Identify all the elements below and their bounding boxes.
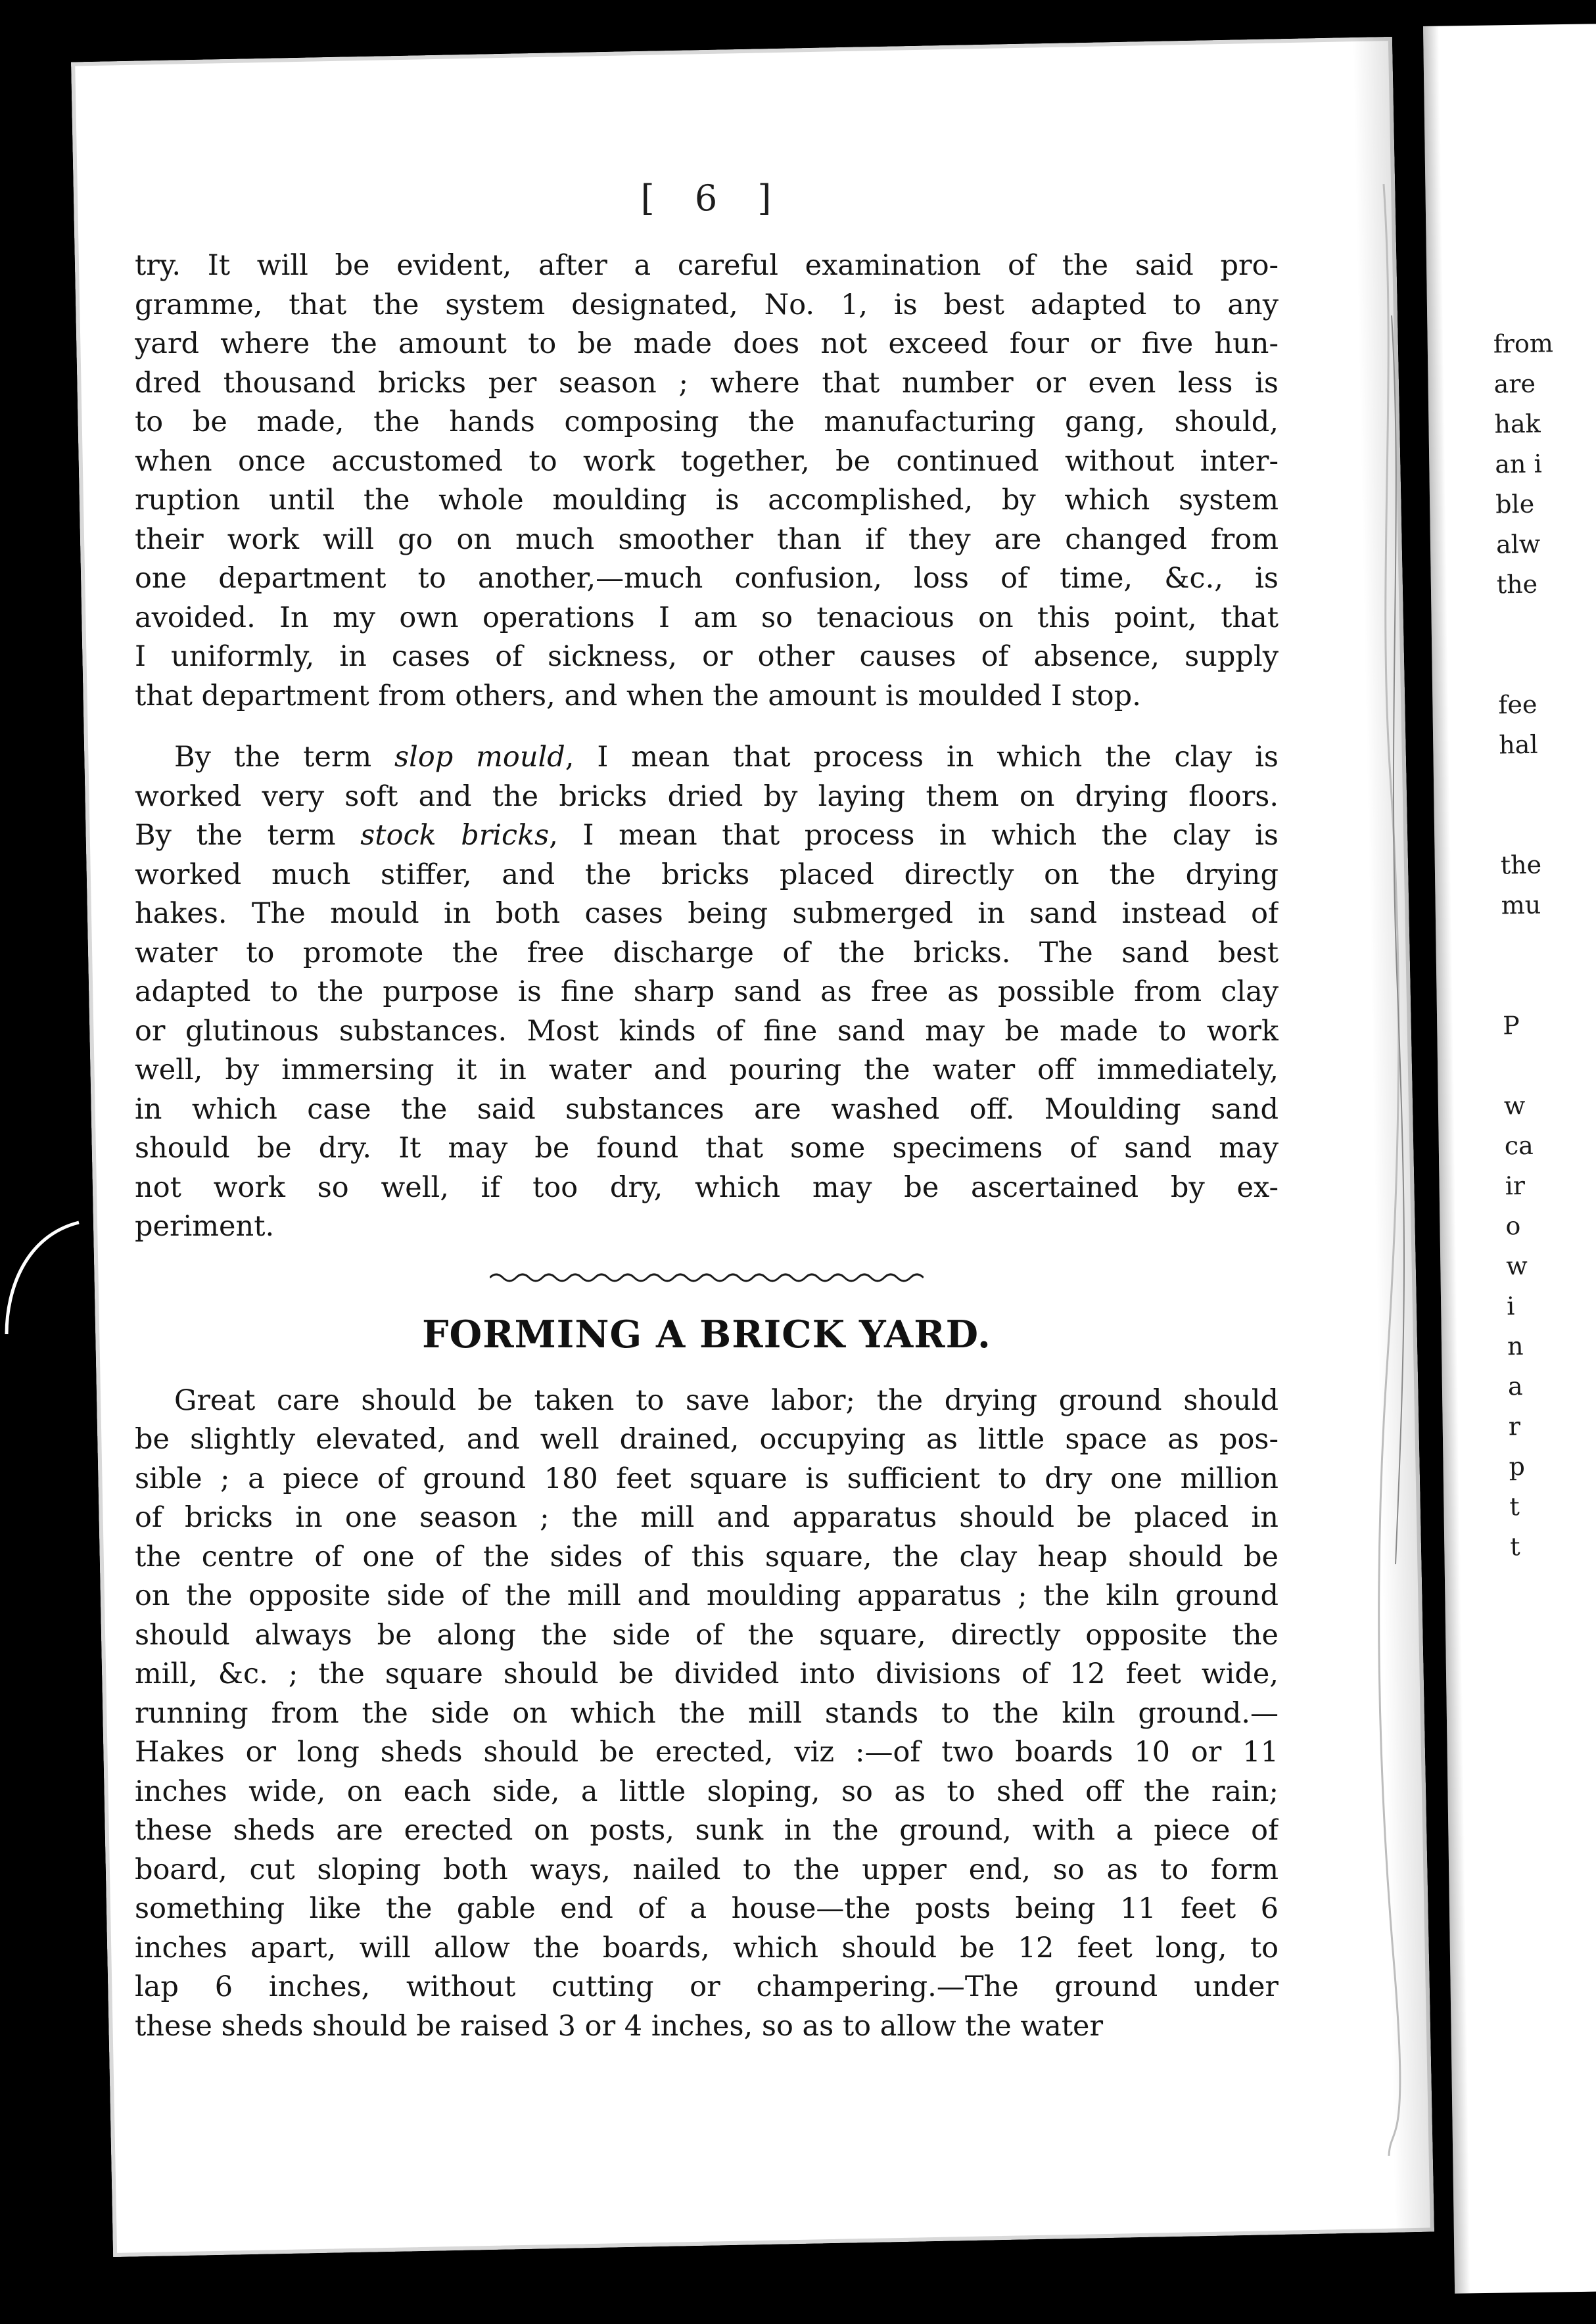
right-page-text-fragments [1493, 323, 1570, 1567]
text-line: in which case the said substances are washed off. Moulding sand [135, 1092, 1279, 1126]
right-page-fragment: are [1493, 369, 1536, 399]
text-line: on the opposite side of the mill and moulding apparatus ; the kiln ground [135, 1579, 1279, 1612]
paragraph-brick-yard [135, 1382, 1279, 2047]
right-page-fragment: from [1493, 329, 1554, 359]
right-page-fragment [1497, 604, 1557, 645]
right-page-fragment [1501, 925, 1562, 965]
scan-artifact-curl [0, 1209, 92, 1341]
wavy-rule-ornament [490, 1269, 924, 1286]
text-line: hakes. The mould in both cases being submerged in sand instead of [135, 897, 1279, 930]
text-line: of bricks in one season ; the mill and apparatus should be placed in [135, 1501, 1279, 1534]
text-line: Great care should be taken to save labor; the drying ground should [174, 1383, 1279, 1417]
text-line: inches apart, will allow the boards, which should be 12 feet long, to [135, 1931, 1279, 1964]
text-line: try. It will be evident, after a careful examination of the said pro- [135, 249, 1279, 282]
text-line: mill, &c. ; the square should be divided into divisions of 12 feet wide, [135, 1658, 1279, 1690]
right-page-fragment: ble [1495, 489, 1535, 519]
text-line: Hakes or long sheds should be erected, viz :—of two boards 10 or 11 [135, 1736, 1279, 1769]
right-page-fragment: t [1510, 1532, 1520, 1562]
right-page-fragment: w [1503, 1090, 1526, 1121]
section-heading: FORMING A BRICK YARD. [422, 1312, 991, 1357]
folio-close-bracket: ] [757, 177, 773, 219]
right-page-fragment: ir [1505, 1171, 1526, 1201]
text-line: worked very soft and the bricks dried by laying them on drying floors. [135, 779, 1279, 813]
text-line: not work so well, if too dry, which may be ascertained by ex- [135, 1171, 1279, 1204]
text-line: these sheds are erected on posts, sunk in the ground, with a piece of [135, 1814, 1279, 1847]
text-line: periment. [135, 1210, 275, 1243]
text-line: adapted to the purpose is fine sharp sand as free as possible from clay [135, 975, 1279, 1008]
italic-term: stock bricks [360, 819, 550, 852]
text-line: the centre of one of the sides of this square, the clay heap should be [135, 1540, 1279, 1573]
binding-thread [1371, 184, 1417, 2156]
text-line: their work will go on much smoother than if they are changed from [135, 523, 1279, 556]
italic-term: slop mould [394, 741, 565, 774]
page-number [135, 177, 1279, 219]
right-page-fragment: ca [1504, 1130, 1534, 1161]
right-page-fragment: i [1506, 1291, 1515, 1321]
text-line: By the term stock bricks, I mean that process in which the clay is [135, 819, 1279, 852]
text-line: be slightly elevated, and well drained, occupying as little space as pos- [135, 1423, 1279, 1456]
right-page-fragment: alw [1495, 529, 1541, 559]
text-line: board, cut sloping both ways, nailed to the upper end, so as to form [135, 1853, 1279, 1886]
text-line: ruption until the whole moulding is accomplished, by which system [135, 484, 1279, 517]
right-page-fragment: hak [1494, 409, 1541, 439]
paragraph-slop-mould [135, 738, 1279, 1247]
text-line: water to promote the free discharge of the bricks. The sand best [135, 936, 1279, 969]
text-line: dred thousand bricks per season ; where that number or even less is [135, 366, 1279, 400]
text-line: these sheds should be raised 3 or 4 inches, so as to allow the water [135, 2009, 1104, 2043]
text-line: inches wide, on each side, a little sloping, so as to shed off the rain; [135, 1775, 1279, 1808]
text-line: gramme, that the system designated, No. 1, is best adapted to any [135, 288, 1279, 321]
text-line: lap 6 inches, without cutting or champering.—The ground under [135, 1970, 1279, 2003]
right-page-fragment: o [1505, 1211, 1521, 1241]
text-line: running from the side on which the mill stands to the kiln ground.— [135, 1696, 1279, 1730]
right-page-fragment: an i [1495, 449, 1542, 479]
right-page-fragment [1502, 965, 1562, 1006]
right-page-fragment [1503, 1045, 1564, 1086]
right-page-fragment: a [1507, 1372, 1523, 1401]
text-line: something like the gable end of a house—the posts being 11 feet 6 [135, 1892, 1279, 1925]
text-line: worked much stiffer, and the bricks placed directly on the drying [135, 858, 1279, 891]
text-line: to be made, the hands composing the manufacturing gang, should, [135, 406, 1279, 438]
right-page-fragment: P [1502, 1011, 1520, 1040]
right-page-fragment: the [1496, 569, 1538, 599]
text-line: By the term slop mould, I mean that process in which the clay is [174, 741, 1279, 774]
right-page-fragment: fee [1498, 689, 1537, 720]
text-line: should always be along the side of the square, directly opposite the [135, 1618, 1279, 1652]
text-line: should be dry. It may be found that some specimens of sand may [135, 1132, 1279, 1165]
right-page-fragment: hal [1498, 730, 1538, 760]
right-page-fragment: p [1509, 1452, 1526, 1481]
page-text-block [135, 177, 1279, 2046]
text-line: when once accustomed to work together, be continued without inter- [135, 444, 1279, 478]
folio-number: 6 [694, 177, 719, 219]
right-page-fragment [1499, 764, 1560, 805]
right-page-fragment: w [1506, 1251, 1528, 1281]
text-line: yard where the amount to be made does not exceed four or five hun- [135, 327, 1279, 360]
text-line: well, by immersing it in water and pouring the water off immediately, [135, 1054, 1279, 1086]
text-line: sible ; a piece of ground 180 feet square is sufficient to dry one million [135, 1462, 1279, 1495]
folio-open-bracket: [ [640, 177, 656, 219]
right-page-fragment: r [1508, 1412, 1521, 1441]
right-page [1423, 24, 1596, 2294]
right-page-fragment: t [1509, 1492, 1520, 1522]
text-line: avoided. In my own operations I am so tenacious on this point, that [135, 601, 1279, 634]
right-page-fragment: n [1507, 1332, 1524, 1361]
right-page-fragment: mu [1501, 890, 1541, 920]
text-line: one department to another,—much confusion, loss of time, &c., is [135, 562, 1279, 595]
right-page-fragment [1500, 804, 1561, 845]
right-page-fragment: the [1500, 850, 1542, 880]
text-line: that department from others, and when the amount is moulded I stop. [135, 679, 1141, 712]
right-page-gutter [1423, 26, 1470, 2294]
text-line: or glutinous substances. Most kinds of fine sand may be made to work [135, 1014, 1279, 1048]
paragraph-gap [135, 716, 1279, 738]
text-line: I uniformly, in cases of sickness, or other causes of absence, supply [135, 640, 1279, 673]
right-page-fragment [1497, 644, 1558, 685]
paragraph-continuation [135, 246, 1279, 716]
